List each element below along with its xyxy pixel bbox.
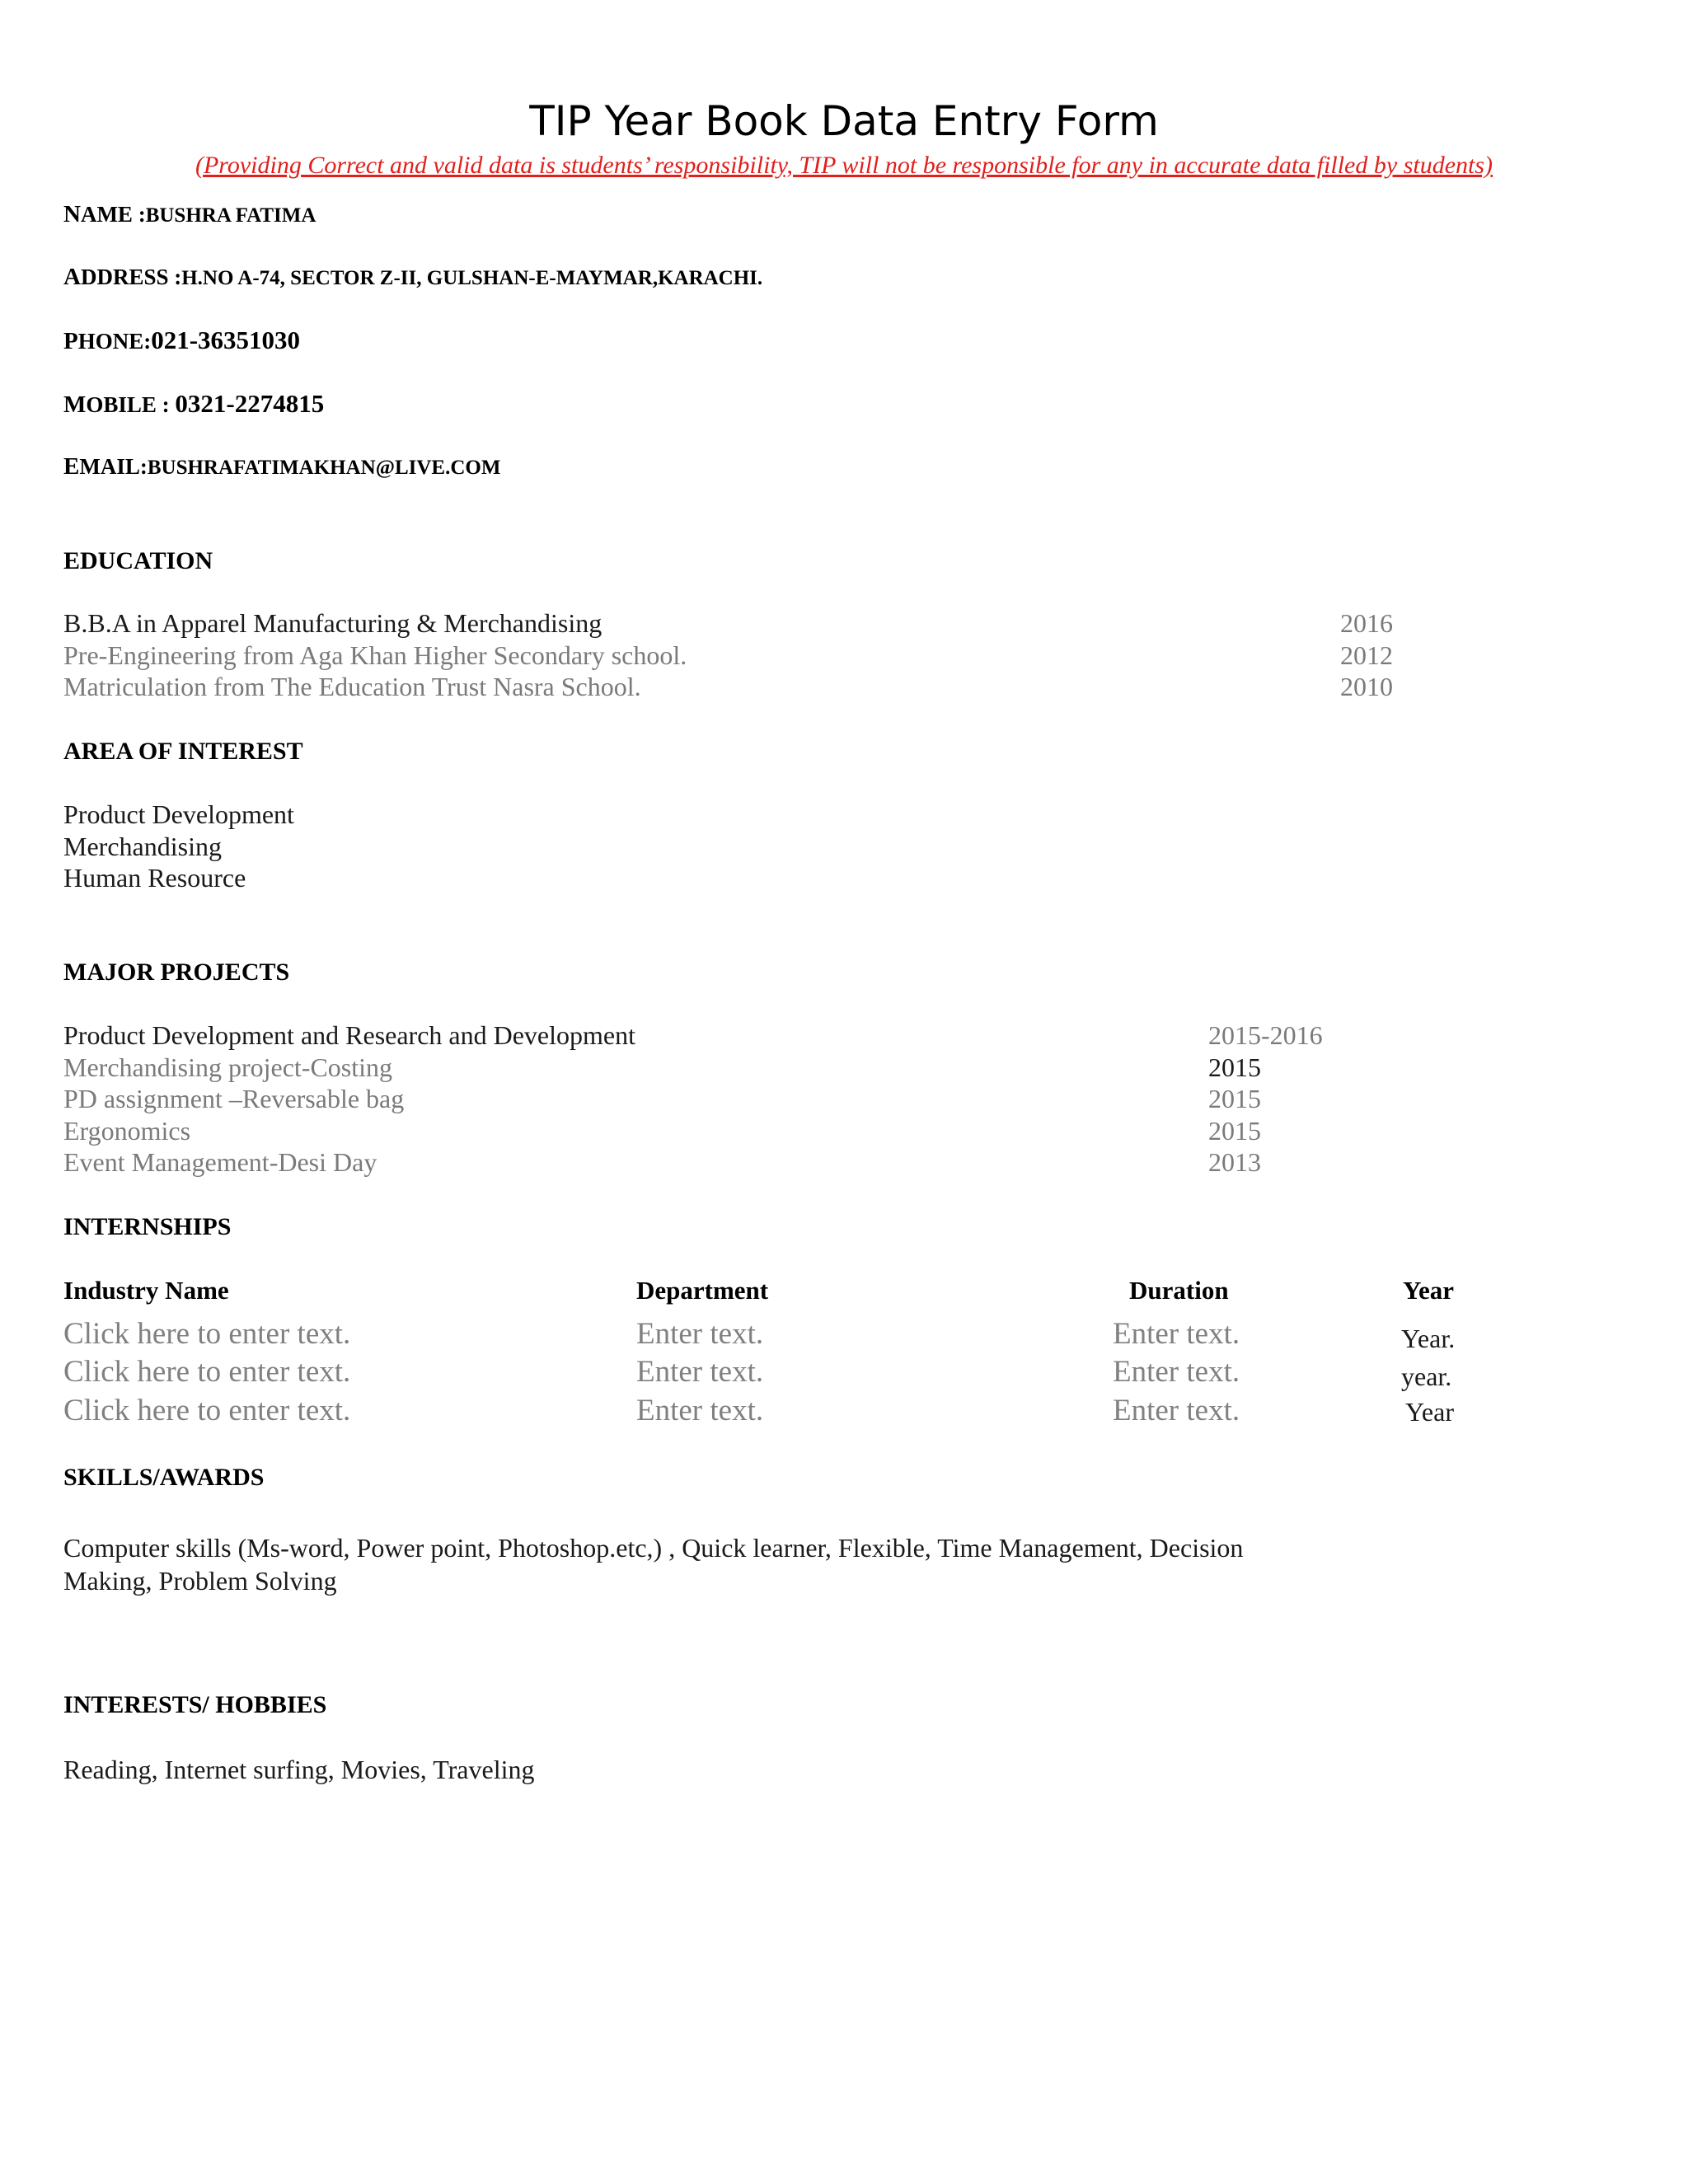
email-field bbox=[63, 453, 500, 480]
hobbies-text: Reading, Internet surfing, Movies, Traveling bbox=[63, 1755, 535, 1784]
phone-label-initial: P bbox=[63, 328, 78, 354]
education-item: B.B.A in Apparel Manufacturing & Merchandising bbox=[63, 608, 603, 638]
skills-text-line: Computer skills (Ms-word, Power point, Photoshop.etc,) , Quick learner, Flexible, Time Management, Decision bbox=[63, 1533, 1244, 1563]
projects-heading: MAJOR PROJECTS bbox=[63, 958, 290, 986]
duration-input[interactable]: Enter text. bbox=[1113, 1394, 1240, 1427]
address-value: H.NO A-74, SECTOR Z-II, GULSHAN-E-MAYMAR,KARACHI. bbox=[181, 267, 763, 289]
phone-label: HONE: bbox=[77, 329, 152, 354]
duration-input[interactable]: Enter text. bbox=[1113, 1355, 1240, 1389]
address-label-initial: A bbox=[63, 264, 81, 290]
mobile-value: 0321-2274815 bbox=[175, 389, 325, 418]
form-title: TIP Year Book Data Entry Form bbox=[529, 97, 1159, 145]
industry-name-input[interactable]: Click here to enter text. bbox=[63, 1394, 351, 1427]
name-field bbox=[63, 201, 316, 228]
internships-heading: INTERNSHIPS bbox=[63, 1213, 232, 1240]
project-item: Event Management-Desi Day bbox=[63, 1147, 377, 1177]
phone-value: 021-36351030 bbox=[151, 326, 301, 354]
department-input[interactable]: Enter text. bbox=[636, 1394, 764, 1427]
phone-field bbox=[63, 326, 300, 355]
column-header-department: Department bbox=[636, 1276, 769, 1305]
disclaimer-note: (Providing Correct and valid data is students’ responsibility, TIP will not be responsible for any in accurate data filled by students) bbox=[195, 152, 1493, 179]
mobile-label: OBILE : bbox=[86, 392, 176, 417]
project-item: Merchandising project-Costing bbox=[63, 1052, 393, 1082]
name-value: BUSHRA FATIMA bbox=[145, 204, 316, 227]
address-label: DDRESS : bbox=[80, 265, 182, 289]
address-field bbox=[63, 264, 762, 291]
education-year: 2016 bbox=[1340, 608, 1393, 638]
email-value: BUSHRAFATIMAKHAN@LIVE.COM bbox=[147, 457, 501, 479]
mobile-field bbox=[63, 389, 324, 419]
year-input[interactable]: Year. bbox=[1401, 1324, 1456, 1353]
email-label: MAIL: bbox=[79, 454, 148, 479]
interest-item: Product Development bbox=[63, 799, 294, 829]
name-label-initial: N bbox=[63, 201, 81, 227]
education-item: Pre-Engineering from Aga Khan Higher Secondary school. bbox=[63, 640, 687, 670]
column-header-year: Year bbox=[1403, 1276, 1454, 1305]
industry-name-input[interactable]: Click here to enter text. bbox=[63, 1355, 351, 1389]
interest-item: Human Resource bbox=[63, 863, 246, 893]
hobbies-heading: INTERESTS/ HOBBIES bbox=[63, 1691, 327, 1718]
skills-text-line: Making, Problem Solving bbox=[63, 1566, 337, 1596]
project-year: 2015 bbox=[1208, 1052, 1261, 1082]
industry-name-input[interactable]: Click here to enter text. bbox=[63, 1317, 351, 1351]
year-input[interactable]: year. bbox=[1401, 1361, 1452, 1391]
project-year: 2015 bbox=[1208, 1084, 1261, 1113]
mobile-label-initial: M bbox=[63, 391, 87, 418]
column-header-industry: Industry Name bbox=[63, 1276, 229, 1305]
year-input[interactable]: Year bbox=[1405, 1397, 1454, 1427]
column-header-duration: Duration bbox=[1129, 1276, 1229, 1305]
project-year: 2015 bbox=[1208, 1116, 1261, 1146]
education-item: Matriculation from The Education Trust Nasra School. bbox=[63, 672, 641, 701]
interest-heading: AREA OF INTEREST bbox=[63, 738, 303, 765]
project-year: 2015-2016 bbox=[1208, 1020, 1323, 1050]
education-year: 2012 bbox=[1340, 640, 1393, 670]
project-item: Product Development and Research and Development bbox=[63, 1020, 635, 1050]
interest-item: Merchandising bbox=[63, 832, 222, 861]
email-label-initial: E bbox=[63, 453, 80, 480]
skills-heading: SKILLS/AWARDS bbox=[63, 1464, 265, 1491]
project-item: Ergonomics bbox=[63, 1116, 191, 1146]
project-item: PD assignment –Reversable bag bbox=[63, 1084, 405, 1113]
department-input[interactable]: Enter text. bbox=[636, 1355, 764, 1389]
duration-input[interactable]: Enter text. bbox=[1113, 1317, 1240, 1351]
name-label: AME : bbox=[80, 202, 146, 227]
project-year: 2013 bbox=[1208, 1147, 1261, 1177]
education-heading: EDUCATION bbox=[63, 547, 213, 574]
department-input[interactable]: Enter text. bbox=[636, 1317, 764, 1351]
education-year: 2010 bbox=[1340, 672, 1393, 701]
